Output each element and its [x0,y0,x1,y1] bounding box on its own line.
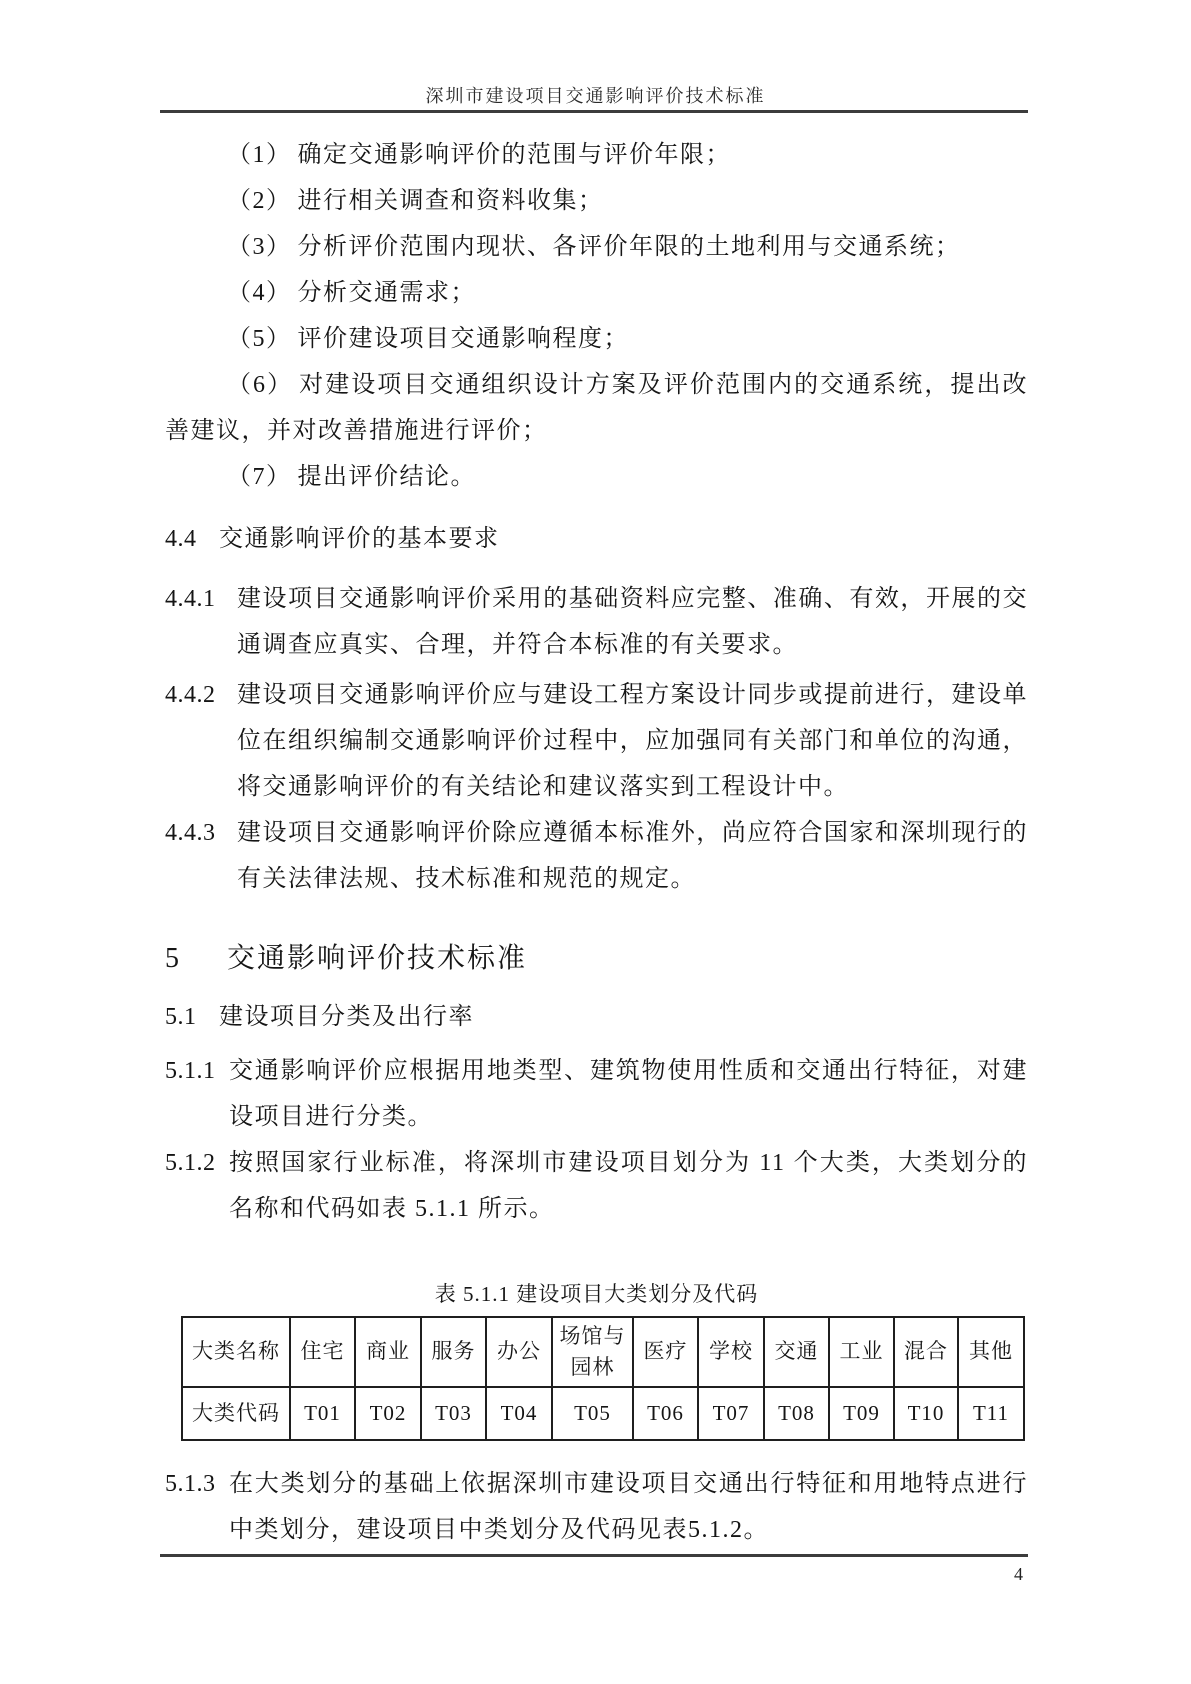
category-cell-0: 住宅 [290,1317,355,1387]
category-cell-3: 办公 [486,1317,552,1387]
item-text: 提出评价结论。 [297,464,476,490]
code-cell-4: T05 [552,1387,633,1440]
section-heading-4-4 [165,516,1028,562]
chapter-title: 交通影响评价技术标准 [227,943,528,974]
clause-text: 建设项目交通影响评价除应遵循本标准外，尚应符合国家和深圳现行的有关法律法规、技术标准和规范的规定。 [237,820,1028,892]
code-cell-7: T08 [764,1387,829,1440]
table-row-category-names [182,1317,1024,1387]
category-cell-6: 学校 [698,1317,764,1387]
code-cell-6: T07 [698,1387,764,1440]
section-heading-5-1 [165,994,1028,1040]
table-row-category-codes [182,1387,1024,1440]
clause-number: 5.1.3 [165,1471,216,1497]
procedure-item-6 [165,362,1028,454]
chapter-heading-5 [165,932,1028,986]
code-cell-1: T02 [355,1387,421,1440]
code-cell-2: T03 [421,1387,486,1440]
category-cell-7: 交通 [764,1317,829,1387]
clause-number: 4.4.3 [165,820,216,846]
clause-number: 4.4.1 [165,586,216,612]
clause-4-4-3 [165,810,1028,902]
section-number: 5.1 [165,1004,197,1030]
table-5-1-1-caption: 表 5.1.1 建设项目大类划分及代码 [434,1282,759,1306]
clause-text: 在大类划分的基础上依据深圳市建设项目交通出行特征和用地特点进行中类划分，建设项目中类划分及代码见表5.1.2。 [229,1471,1028,1543]
item-text: 评价建设项目交通影响程度； [297,326,629,352]
item-number: （7） [227,464,292,490]
procedure-item-4 [165,270,1028,316]
code-cell-3: T04 [486,1387,552,1440]
footer-rule [160,1554,1028,1557]
item-text: 确定交通影响评价的范围与评价年限； [297,142,731,168]
code-cell-0: T01 [290,1387,355,1440]
item-number: （1） [227,142,292,168]
clause-5-1-2 [165,1140,1028,1232]
section-title: 交通影响评价的基本要求 [219,526,500,552]
procedure-item-1 [165,132,1028,178]
category-cell-4: 场馆与园林 [552,1317,633,1387]
clause-text: 建设项目交通影响评价应与建设工程方案设计同步或提前进行，建设单位在组织编制交通影响评价过程中，应加强同有关部门和单位的沟通，将交通影响评价的有关结论和建议落实到工程设计中。 [237,682,1028,800]
category-cell-8: 工业 [829,1317,894,1387]
procedure-item-3 [165,224,1028,270]
row-header-code: 大类代码 [182,1387,290,1440]
clause-4-4-2 [165,672,1028,810]
code-cell-8: T09 [829,1387,894,1440]
row-header-name: 大类名称 [182,1317,290,1387]
procedure-item-7 [165,454,1028,500]
category-cell-9: 混合 [894,1317,958,1387]
code-cell-10: T11 [958,1387,1024,1440]
item-number: （3） [227,234,292,260]
clause-5-1-1 [165,1048,1028,1140]
item-text: 分析交通需求； [297,280,476,306]
item-number: （4） [227,280,292,306]
page-header [165,82,1026,108]
item-text: 进行相关调查和资料收集； [297,188,604,214]
chapter-number: 5 [165,943,180,974]
clause-text: 交通影响评价应根据用地类型、建筑物使用性质和交通出行特征，对建设项目进行分类。 [229,1058,1028,1130]
code-cell-9: T10 [894,1387,958,1440]
item-number: （6） [227,372,294,398]
clause-number: 5.1.2 [165,1150,216,1176]
header-rule [160,110,1028,113]
clause-text: 按照国家行业标准，将深圳市建设项目划分为 11 个大类，大类划分的名称和代码如表 5.1.1 所示。 [229,1150,1028,1222]
running-title: 深圳市建设项目交通影响评价技术标准 [425,86,766,106]
category-cell-2: 服务 [421,1317,486,1387]
item-text: 分析评价范围内现状、各评价年限的土地利用与交通系统； [297,234,961,260]
procedure-item-5 [165,316,1028,362]
category-cell-5: 医疗 [633,1317,698,1387]
procedure-item-2 [165,178,1028,224]
item-number: （2） [227,188,292,214]
item-text: 对建设项目交通组织设计方案及评价范围内的交通系统，提出改善建议，并对改善措施进行评价； [165,372,1029,444]
item-number: （5） [227,326,292,352]
category-cell-1: 商业 [355,1317,421,1387]
clause-5-1-3 [165,1461,1028,1553]
page-number: 4 [1014,1564,1023,1584]
category-table-5-1-1 [181,1316,1025,1441]
clause-number: 4.4.2 [165,682,216,708]
section-title: 建设项目分类及出行率 [219,1004,474,1030]
clause-text: 建设项目交通影响评价采用的基础资料应完整、准确、有效，开展的交通调查应真实、合理，并符合本标准的有关要求。 [237,586,1028,658]
code-cell-5: T06 [633,1387,698,1440]
category-cell-10: 其他 [958,1317,1024,1387]
clause-4-4-1 [165,576,1028,668]
clause-number: 5.1.1 [165,1058,216,1084]
section-number: 4.4 [165,526,197,552]
